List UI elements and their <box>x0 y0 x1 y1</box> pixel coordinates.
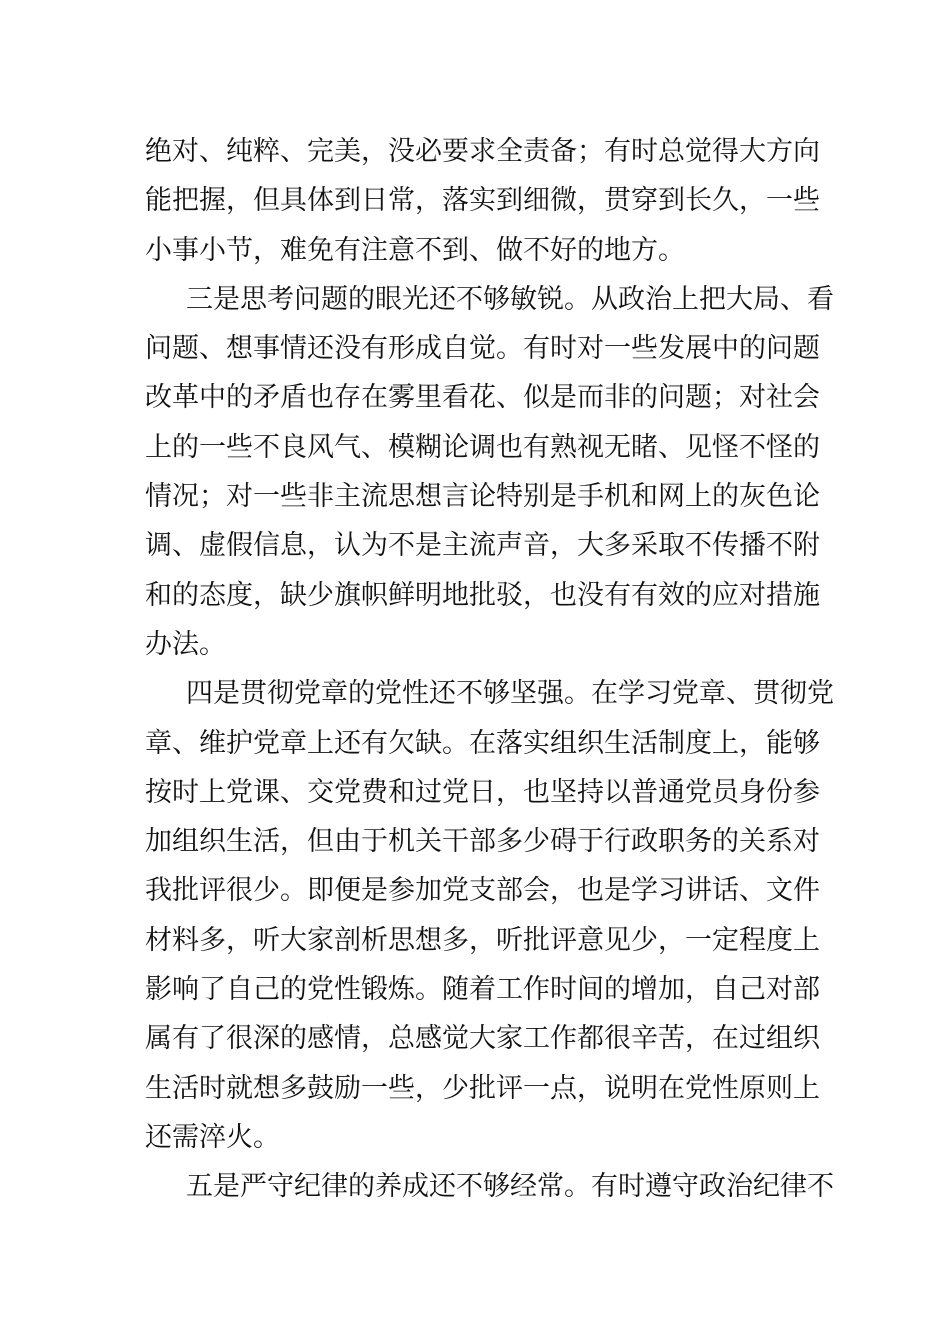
text-line: 办法。 <box>145 628 226 660</box>
text-line: 影响了自己的党性锻炼。随着工作时间的增加，自己对部 <box>145 974 820 1006</box>
text-line: 材料多，听大家剖析思想多，听批评意见少，一定程度上 <box>145 924 820 956</box>
text-line: 上的一些不良风气、模糊论调也有熟视无睹、见怪不怪的 <box>145 431 820 463</box>
paragraph-continuation <box>145 127 820 275</box>
text-line: 我批评很少。即便是参加党支部会，也是学习讲话、文件 <box>145 875 820 907</box>
text-line: 四是贯彻党章的党性还不够坚强。在学习党章、贯彻党 <box>186 678 834 710</box>
text-line: 三是思考问题的眼光还不够敏锐。从政治上把大局、看 <box>186 283 834 315</box>
paragraph-four <box>145 669 834 1162</box>
text-line: 章、维护党章上还有欠缺。在落实组织生活制度上，能够 <box>145 727 820 759</box>
text-line: 小事小节，难免有注意不到、做不好的地方。 <box>145 234 685 266</box>
paragraph-three <box>145 275 834 669</box>
text-line: 还需淬火。 <box>145 1121 280 1153</box>
text-line: 情况；对一些非主流思想言论特别是手机和网上的灰色论 <box>145 481 820 513</box>
text-line: 属有了很深的感情，总感觉大家工作都很辛苦，在过组织 <box>145 1023 820 1055</box>
text-line: 改革中的矛盾也存在雾里看花、似是而非的问题；对社会 <box>145 382 820 414</box>
text-line: 按时上党课、交党费和过党日，也坚持以普通党员身份参 <box>145 776 820 808</box>
text-line: 五是严守纪律的养成还不够经常。有时遵守政治纪律不 <box>186 1171 834 1203</box>
text-line: 生活时就想多鼓励一些，少批评一点，说明在党性原则上 <box>145 1072 820 1104</box>
text-line: 能把握，但具体到日常，落实到细微，贯穿到长久，一些 <box>145 185 820 217</box>
document-body <box>145 127 834 1212</box>
text-line: 加组织生活，但由于机关干部多少碍于行政职务的关系对 <box>145 826 820 858</box>
text-line: 和的态度，缺少旗帜鲜明地批驳，也没有有效的应对措施 <box>145 579 820 611</box>
text-line: 绝对、纯粹、完美，没必要求全责备；有时总觉得大方向 <box>145 136 820 167</box>
text-line: 调、虚假信息，认为不是主流声音，大多采取不传播不附 <box>145 530 820 562</box>
text-line: 问题、想事情还没有形成自觉。有时对一些发展中的问题 <box>145 333 820 365</box>
paragraph-five <box>145 1162 834 1211</box>
